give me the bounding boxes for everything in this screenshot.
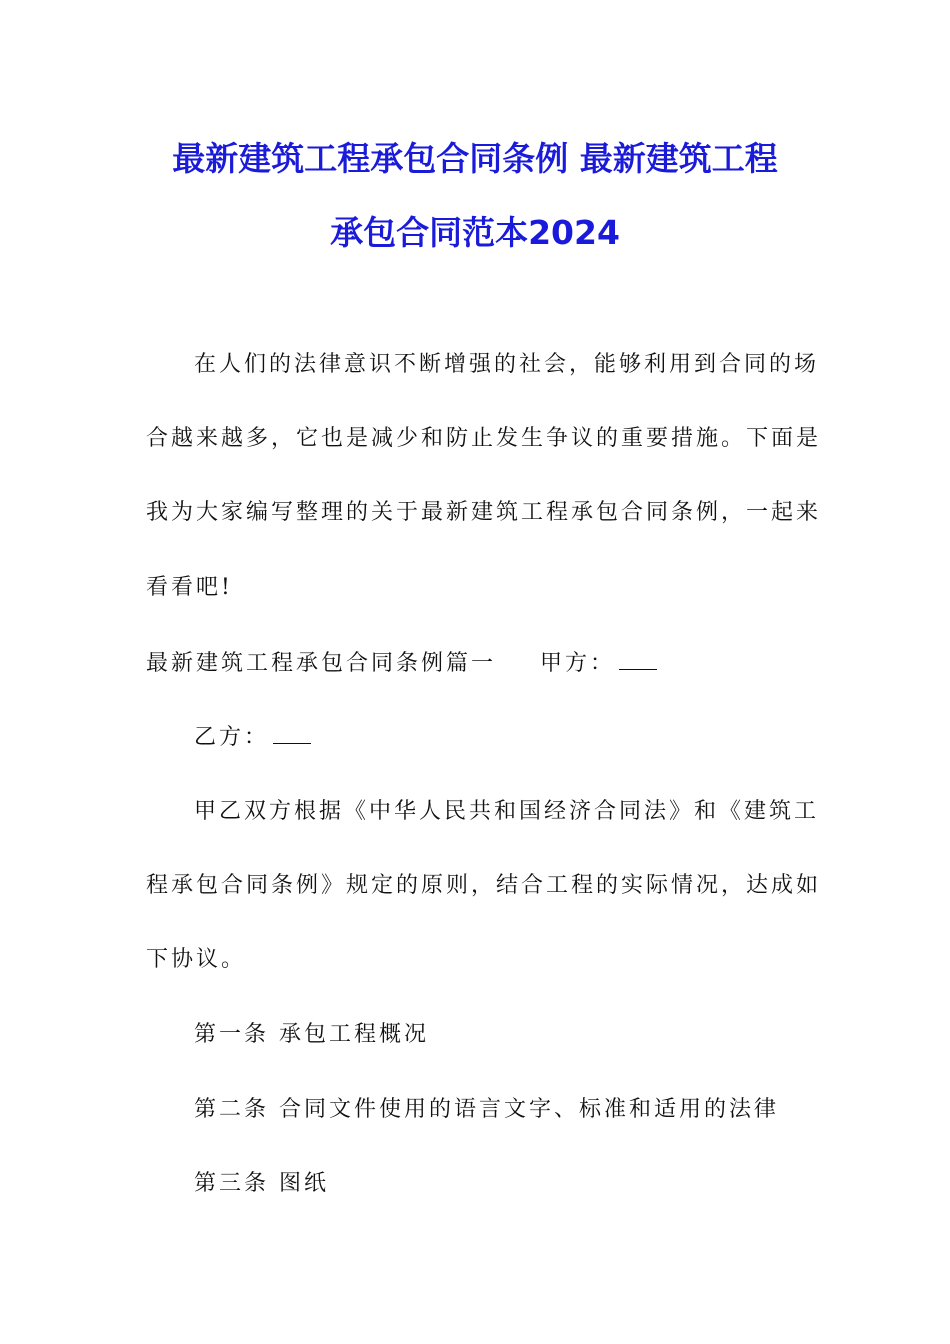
article-1: 第一条 承包工程概况 xyxy=(194,1022,429,1047)
agreement-line-1: 甲乙双方根据《中华人民共和国经济合同法》和《建筑工 xyxy=(194,799,820,824)
article-3: 第三条 图纸 xyxy=(194,1171,329,1196)
intro-line-2: 合越来越多，它也是减少和防止发生争议的重要措施。下面是 xyxy=(146,426,822,451)
party-b-row xyxy=(194,720,854,751)
document-title-line-2: 承包合同范本2024 xyxy=(330,213,620,252)
party-a-label: 甲方： xyxy=(540,651,616,676)
agreement-line-2: 程承包合同条例》规定的原则，结合工程的实际情况，达成如 xyxy=(146,873,822,898)
party-b-label: 乙方： xyxy=(194,725,270,750)
agreement-line-3: 下协议。 xyxy=(146,947,247,972)
party-b-blank xyxy=(273,725,311,744)
party-a-blank xyxy=(619,651,657,670)
intro-line-4: 看看吧! xyxy=(146,575,233,600)
section-heading-row xyxy=(146,646,806,677)
article-2: 第二条 合同文件使用的语言文字、标准和适用的法律 xyxy=(194,1097,779,1122)
section-heading: 最新建筑工程承包合同条例篇一 xyxy=(146,651,497,676)
intro-line-3: 我为大家编写整理的关于最新建筑工程承包合同条例，一起来 xyxy=(146,500,822,525)
document-title-line-1: 最新建筑工程承包合同条例 最新建筑工程 xyxy=(172,139,778,178)
intro-line-1: 在人们的法律意识不断增强的社会，能够利用到合同的场 xyxy=(194,352,820,377)
